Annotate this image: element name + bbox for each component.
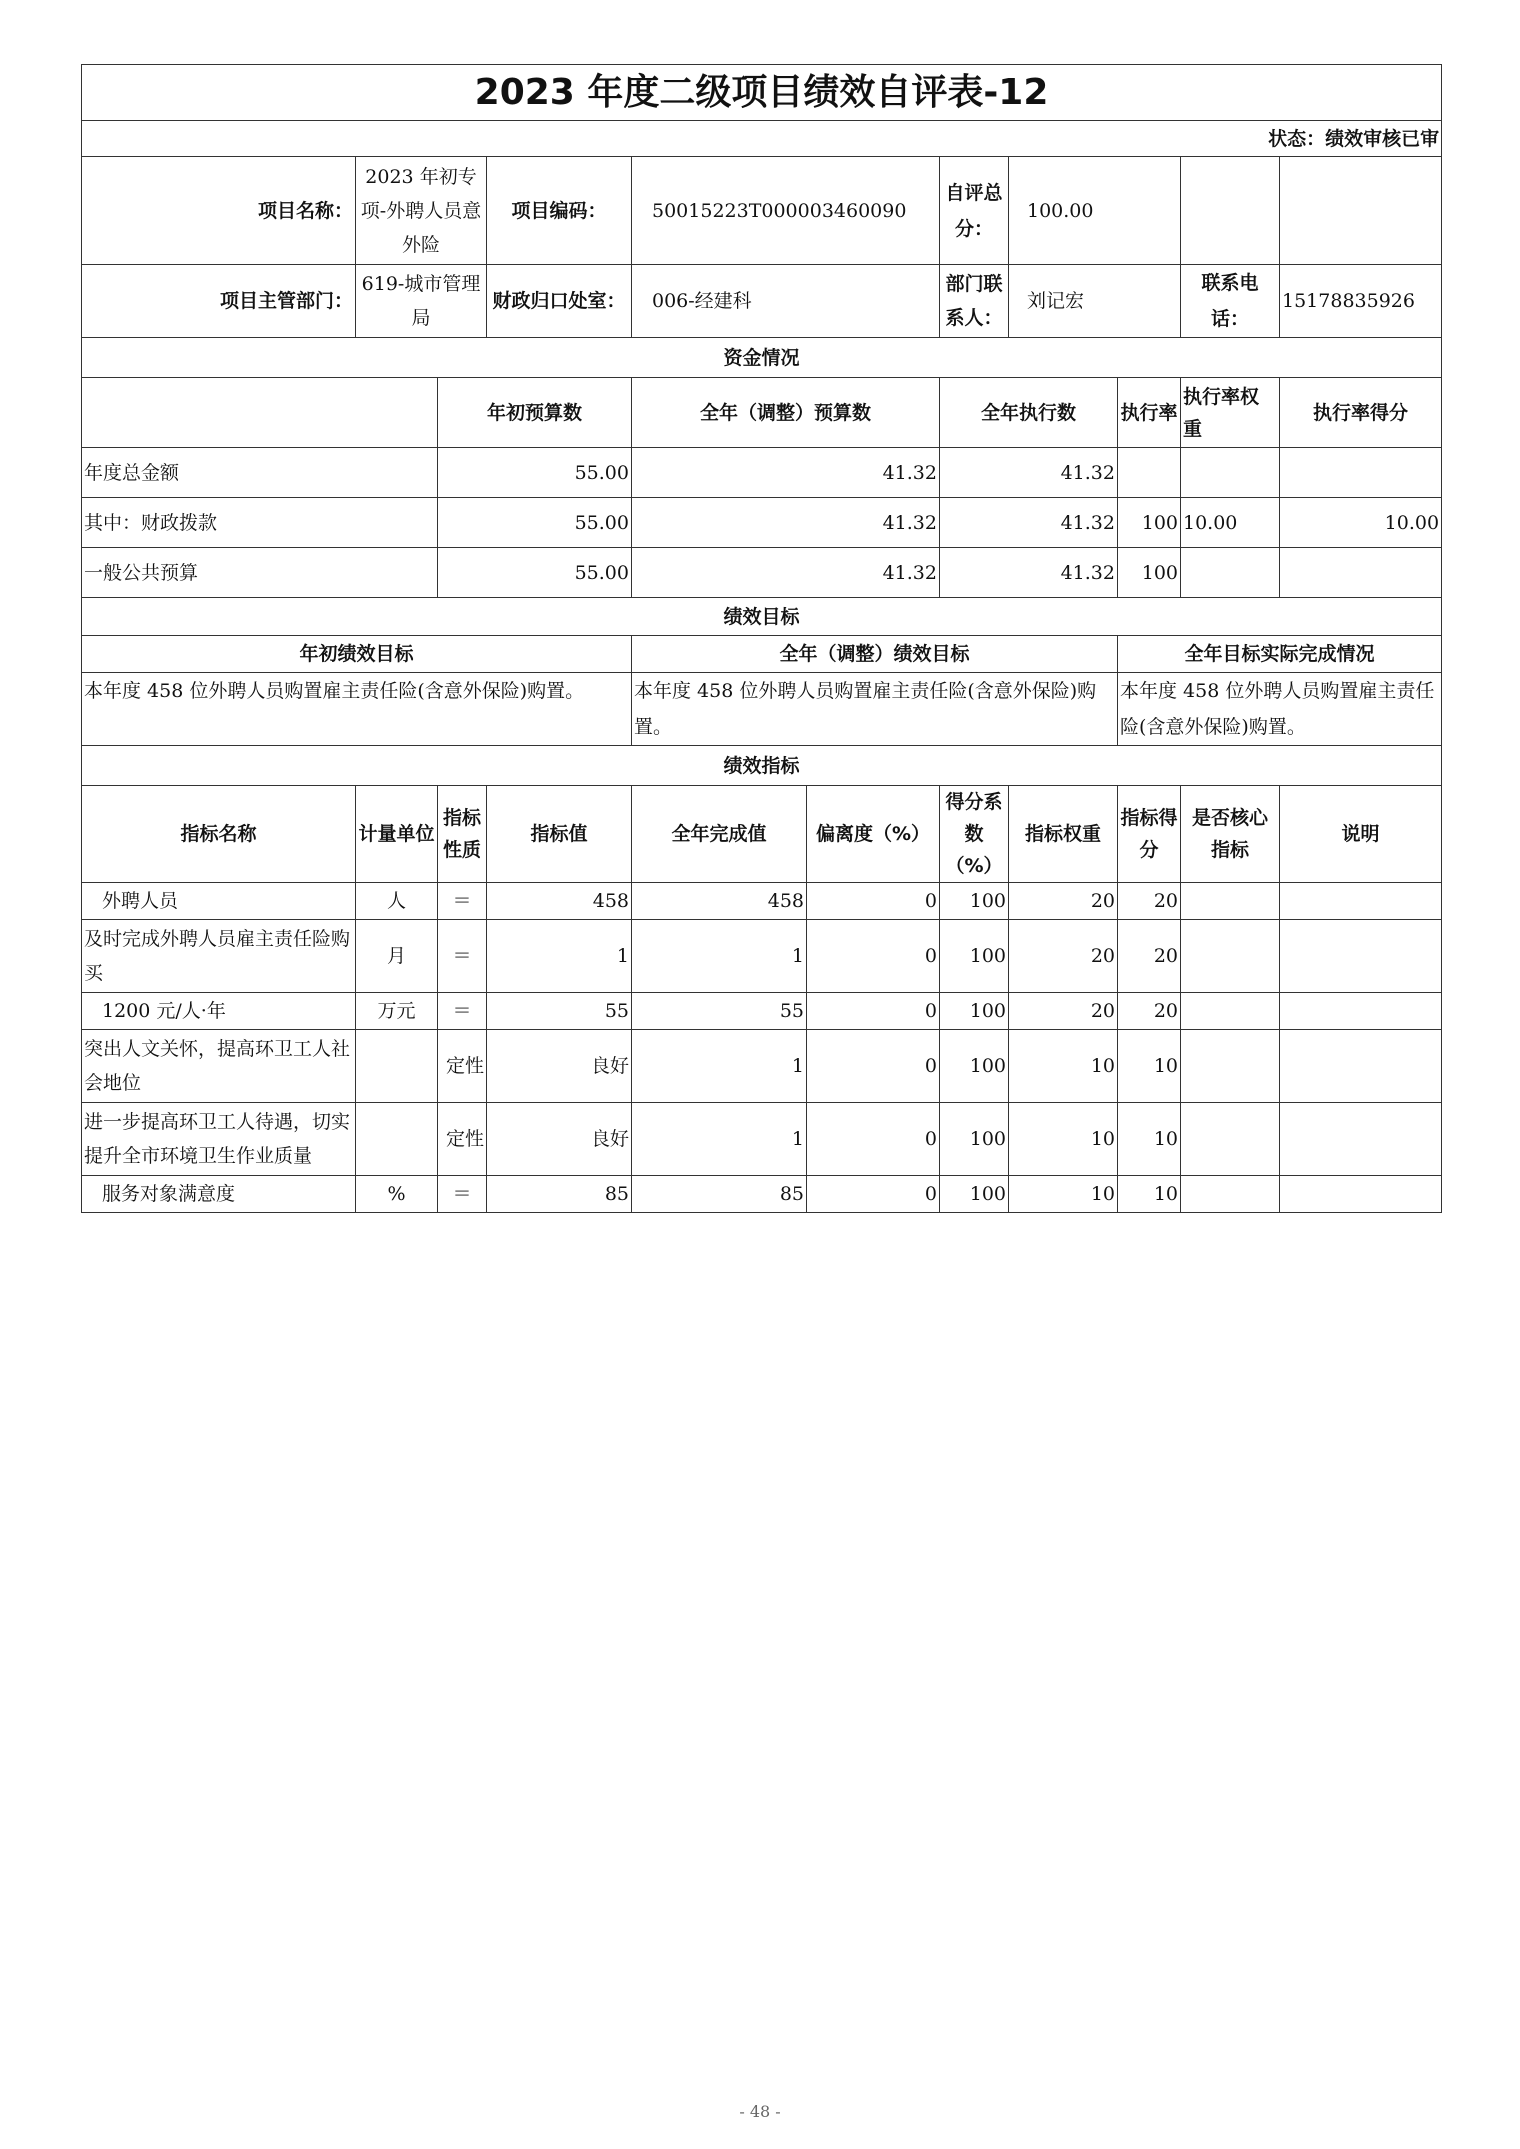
ind-note	[1280, 1176, 1442, 1213]
ind-target: 良好	[487, 1030, 632, 1103]
funds-row-label: 其中：财政拨款	[82, 498, 438, 548]
goal-actual-text: 本年度 458 位外聘人员购置雇主责任险(含意外保险)购置。	[1118, 673, 1442, 746]
ind-coef: 100	[940, 1030, 1009, 1103]
funds-row-weight	[1181, 448, 1280, 498]
funds-row-rate	[1118, 448, 1181, 498]
ind-unit: 月	[356, 920, 438, 993]
ind-note	[1280, 883, 1442, 920]
goals-header-adjusted: 全年（调整）绩效目标	[632, 636, 1118, 673]
ind-coef: 100	[940, 883, 1009, 920]
empty-cell	[1181, 157, 1280, 265]
ind-name: 突出人文关怀，提高环卫工人社会地位	[82, 1030, 356, 1103]
phone-value: 15178835926	[1280, 265, 1442, 338]
table-row	[82, 1103, 1442, 1176]
ind-note	[1280, 993, 1442, 1030]
ind-name: 1200 元/人·年	[82, 993, 356, 1030]
ind-weight: 10	[1009, 1103, 1118, 1176]
contact-value: 刘记宏	[1009, 265, 1181, 338]
empty-cell	[82, 378, 438, 448]
ind-core	[1181, 1103, 1280, 1176]
ind-coef: 100	[940, 993, 1009, 1030]
ind-score: 10	[1118, 1030, 1181, 1103]
ind-score: 20	[1118, 993, 1181, 1030]
ind-coef: 100	[940, 1103, 1009, 1176]
goals-header-actual: 全年目标实际完成情况	[1118, 636, 1442, 673]
ind-score: 20	[1118, 920, 1181, 993]
ind-nature: ＝	[438, 883, 487, 920]
ind-core	[1181, 993, 1280, 1030]
ind-weight: 10	[1009, 1030, 1118, 1103]
funds-row-initial: 55.00	[438, 498, 632, 548]
ind-weight: 20	[1009, 883, 1118, 920]
ind-name: 进一步提高环卫工人待遇，切实提升全市环境卫生作业质量	[82, 1103, 356, 1176]
ind-weight: 10	[1009, 1176, 1118, 1213]
project-name-value: 2023 年初专项-外聘人员意外险	[356, 157, 487, 265]
ind-actual: 458	[632, 883, 807, 920]
ind-target: 458	[487, 883, 632, 920]
funds-header-executed: 全年执行数	[940, 378, 1118, 448]
ind-header-unit: 计量单位	[356, 786, 438, 883]
ind-target: 55	[487, 993, 632, 1030]
table-row	[82, 883, 1442, 920]
ind-score: 10	[1118, 1103, 1181, 1176]
ind-note	[1280, 920, 1442, 993]
table-row	[82, 1176, 1442, 1213]
ind-header-nature: 指标性质	[438, 786, 487, 883]
funds-row-rate: 100	[1118, 498, 1181, 548]
funds-row-adjusted: 41.32	[632, 548, 940, 598]
funds-header-adjusted: 全年（调整）预算数	[632, 378, 940, 448]
ind-core	[1181, 1030, 1280, 1103]
ind-actual: 85	[632, 1176, 807, 1213]
funds-header-initial: 年初预算数	[438, 378, 632, 448]
ind-note	[1280, 1103, 1442, 1176]
ind-header-name: 指标名称	[82, 786, 356, 883]
ind-name: 外聘人员	[82, 883, 356, 920]
funds-row-executed: 41.32	[940, 498, 1118, 548]
goals-header-initial: 年初绩效目标	[82, 636, 632, 673]
funds-row-score: 10.00	[1280, 498, 1442, 548]
ind-nature: ＝	[438, 1176, 487, 1213]
ind-core	[1181, 1176, 1280, 1213]
funds-row-rate: 100	[1118, 548, 1181, 598]
ind-deviation: 0	[807, 1103, 940, 1176]
funds-row-initial: 55.00	[438, 448, 632, 498]
goal-initial-text: 本年度 458 位外聘人员购置雇主责任险(含意外保险)购置。	[82, 673, 632, 746]
project-code-label: 项目编码：	[487, 157, 632, 265]
self-evaluation-table	[81, 64, 1442, 1213]
page-number: - 48 -	[739, 2102, 781, 2121]
ind-target: 85	[487, 1176, 632, 1213]
funds-header-score: 执行率得分	[1280, 378, 1442, 448]
ind-actual: 1	[632, 1103, 807, 1176]
finance-office-value: 006-经建科	[632, 265, 940, 338]
empty-cell	[1280, 157, 1442, 265]
funds-row-adjusted: 41.32	[632, 498, 940, 548]
dept-label: 项目主管部门：	[82, 265, 356, 338]
phone-label: 联系电话：	[1181, 265, 1280, 338]
ind-header-actual: 全年完成值	[632, 786, 807, 883]
ind-unit	[356, 1030, 438, 1103]
funds-row-initial: 55.00	[438, 548, 632, 598]
ind-deviation: 0	[807, 1030, 940, 1103]
ind-header-weight: 指标权重	[1009, 786, 1118, 883]
ind-note	[1280, 1030, 1442, 1103]
ind-deviation: 0	[807, 1176, 940, 1213]
table-row	[82, 920, 1442, 993]
funds-row-label: 年度总金额	[82, 448, 438, 498]
ind-header-score: 指标得分	[1118, 786, 1181, 883]
ind-deviation: 0	[807, 920, 940, 993]
table-row	[82, 993, 1442, 1030]
ind-weight: 20	[1009, 993, 1118, 1030]
funds-section-title: 资金情况	[82, 338, 1442, 378]
funds-row-adjusted: 41.32	[632, 448, 940, 498]
finance-office-label: 财政归口处室：	[487, 265, 632, 338]
ind-target: 良好	[487, 1103, 632, 1176]
ind-unit	[356, 1103, 438, 1176]
table-row	[82, 448, 1442, 498]
funds-row-executed: 41.32	[940, 548, 1118, 598]
ind-weight: 20	[1009, 920, 1118, 993]
ind-header-coef: 得分系数（%）	[940, 786, 1009, 883]
dept-value: 619-城市管理局	[356, 265, 487, 338]
ind-score: 20	[1118, 883, 1181, 920]
ind-header-note: 说明	[1280, 786, 1442, 883]
table-row	[82, 1030, 1442, 1103]
indicators-section-title: 绩效指标	[82, 746, 1442, 786]
self-score-value: 100.00	[1009, 157, 1181, 265]
ind-name: 及时完成外聘人员雇主责任险购买	[82, 920, 356, 993]
ind-nature: ＝	[438, 920, 487, 993]
ind-unit: 万元	[356, 993, 438, 1030]
ind-actual: 1	[632, 1030, 807, 1103]
ind-coef: 100	[940, 920, 1009, 993]
funds-row-executed: 41.32	[940, 448, 1118, 498]
ind-core	[1181, 920, 1280, 993]
ind-nature: 定性	[438, 1030, 487, 1103]
ind-score: 10	[1118, 1176, 1181, 1213]
ind-header-core: 是否核心指标	[1181, 786, 1280, 883]
ind-name: 服务对象满意度	[82, 1176, 356, 1213]
page-title: 2023 年度二级项目绩效自评表-12	[82, 65, 1442, 121]
table-row	[82, 548, 1442, 598]
funds-header-rate: 执行率	[1118, 378, 1181, 448]
project-code-value: 50015223T000003460090	[632, 157, 940, 265]
ind-actual: 55	[632, 993, 807, 1030]
ind-unit: %	[356, 1176, 438, 1213]
ind-header-target: 指标值	[487, 786, 632, 883]
status-text: 状态：绩效审核已审	[82, 121, 1442, 157]
ind-unit: 人	[356, 883, 438, 920]
ind-target: 1	[487, 920, 632, 993]
ind-core	[1181, 883, 1280, 920]
ind-deviation: 0	[807, 883, 940, 920]
ind-deviation: 0	[807, 993, 940, 1030]
funds-row-score	[1280, 548, 1442, 598]
table-row	[82, 498, 1442, 548]
goals-section-title: 绩效目标	[82, 598, 1442, 636]
goal-adjusted-text: 本年度 458 位外聘人员购置雇主责任险(含意外保险)购置。	[632, 673, 1118, 746]
funds-row-label: 一般公共预算	[82, 548, 438, 598]
ind-header-deviation: 偏离度（%）	[807, 786, 940, 883]
contact-label: 部门联系人：	[940, 265, 1009, 338]
project-name-label: 项目名称：	[82, 157, 356, 265]
funds-row-weight: 10.00	[1181, 498, 1280, 548]
ind-coef: 100	[940, 1176, 1009, 1213]
ind-nature: ＝	[438, 993, 487, 1030]
ind-nature: 定性	[438, 1103, 487, 1176]
funds-header-weight: 执行率权重	[1181, 378, 1280, 448]
funds-row-weight	[1181, 548, 1280, 598]
funds-row-score	[1280, 448, 1442, 498]
ind-actual: 1	[632, 920, 807, 993]
self-score-label: 自评总分：	[940, 157, 1009, 265]
